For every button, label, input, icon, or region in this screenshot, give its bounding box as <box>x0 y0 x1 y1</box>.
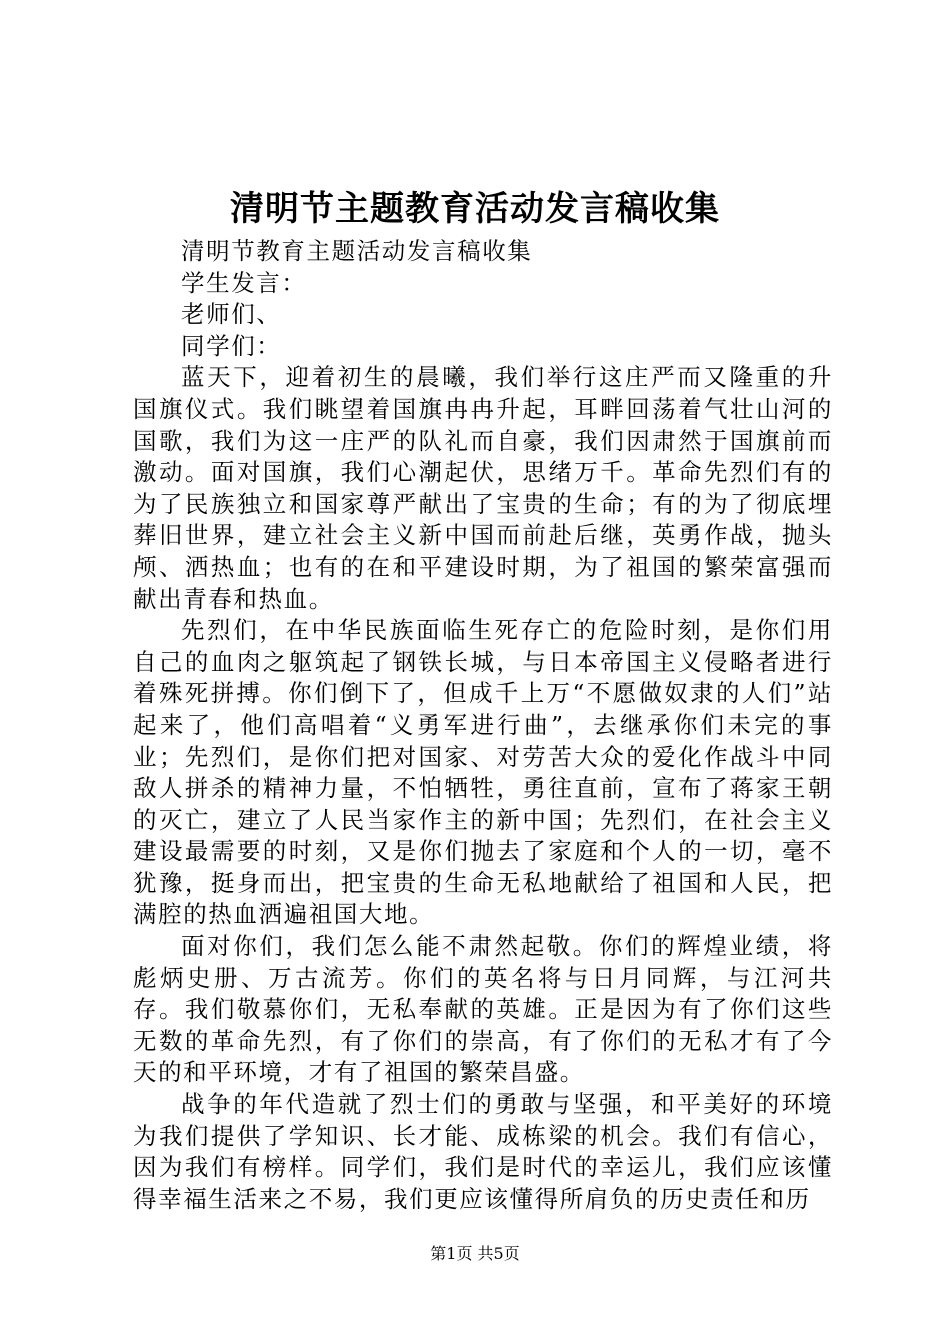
page-title: 清明节主题教育活动发言稿收集 <box>230 189 720 229</box>
body-paragraph: 战争的年代造就了烈士们的勇敢与坚强，和平美好的环境为我们提供了学知识、长才能、成栋梁的机会。我们有信心，因为我们有榜样。同学们，我们是时代的幸运儿，我们应该懂得幸福生活来之不易，我们更应该懂得所肩负的历史责任和历 <box>133 1090 833 1213</box>
salutation-students: 同学们： <box>181 331 282 360</box>
body-paragraph: 先烈们，在中华民族面临生死存亡的危险时刻，是你们用自己的血肉之躯筑起了钢铁长城，与日本帝国主义侵略者进行着殊死拼搏。你们倒下了，但成千上万“不愿做奴隶的人们”站起来了，他们高唱着“义勇军进行曲”，去继承你们未完的事业；先烈们，是你们把对国家、对劳苦大众的爱化作战斗中同敌人拼杀的精神力量，不怕牺牲，勇往直前，宣布了蒋家王朝的灭亡，建立了人民当家作主的新中国；先烈们，在社会主义建设最需要的时刻，又是你们抛去了家庭和个人的一切，毫不犹豫，挺身而出，把宝贵的生命无私地献给了祖国和人民，把满腔的热血洒遍祖国大地。 <box>133 616 833 929</box>
subtitle-paragraph: 清明节教育主题活动发言稿收集 <box>181 237 533 265</box>
salutation-teachers: 老师们、 <box>181 300 282 329</box>
page-number-footer: 第1页 共5页 <box>430 1244 520 1263</box>
body-paragraph: 蓝天下，迎着初生的晨曦，我们举行这庄严而又隆重的升国旗仪式。我们眺望着国旗冉冉升起，耳畔回荡着气壮山河的国歌，我们为这一庄严的队礼而自豪，我们因肃然于国旗前而激动。面对国旗，我们心潮起伏，思绪万千。革命先烈们有的为了民族独立和国家尊严献出了宝贵的生命；有的为了彻底埋葬旧世界，建立社会主义新中国而前赴后继，英勇作战，抛头颅、洒热血；也有的在和平建设时期，为了祖国的繁荣富强而献出青春和热血。 <box>133 363 833 613</box>
body-paragraph: 面对你们，我们怎么能不肃然起敬。你们的辉煌业绩，将彪炳史册、万古流芳。你们的英名将与日月同辉，与江河共存。我们敬慕你们，无私奉献的英雄。正是因为有了你们这些无数的革命先烈，有了你们的崇高，有了你们的无私才有了今天的和平环境，才有了祖国的繁荣昌盛。 <box>133 932 833 1087</box>
document-body <box>133 236 833 1215</box>
speaker-label: 学生发言： <box>181 268 307 297</box>
